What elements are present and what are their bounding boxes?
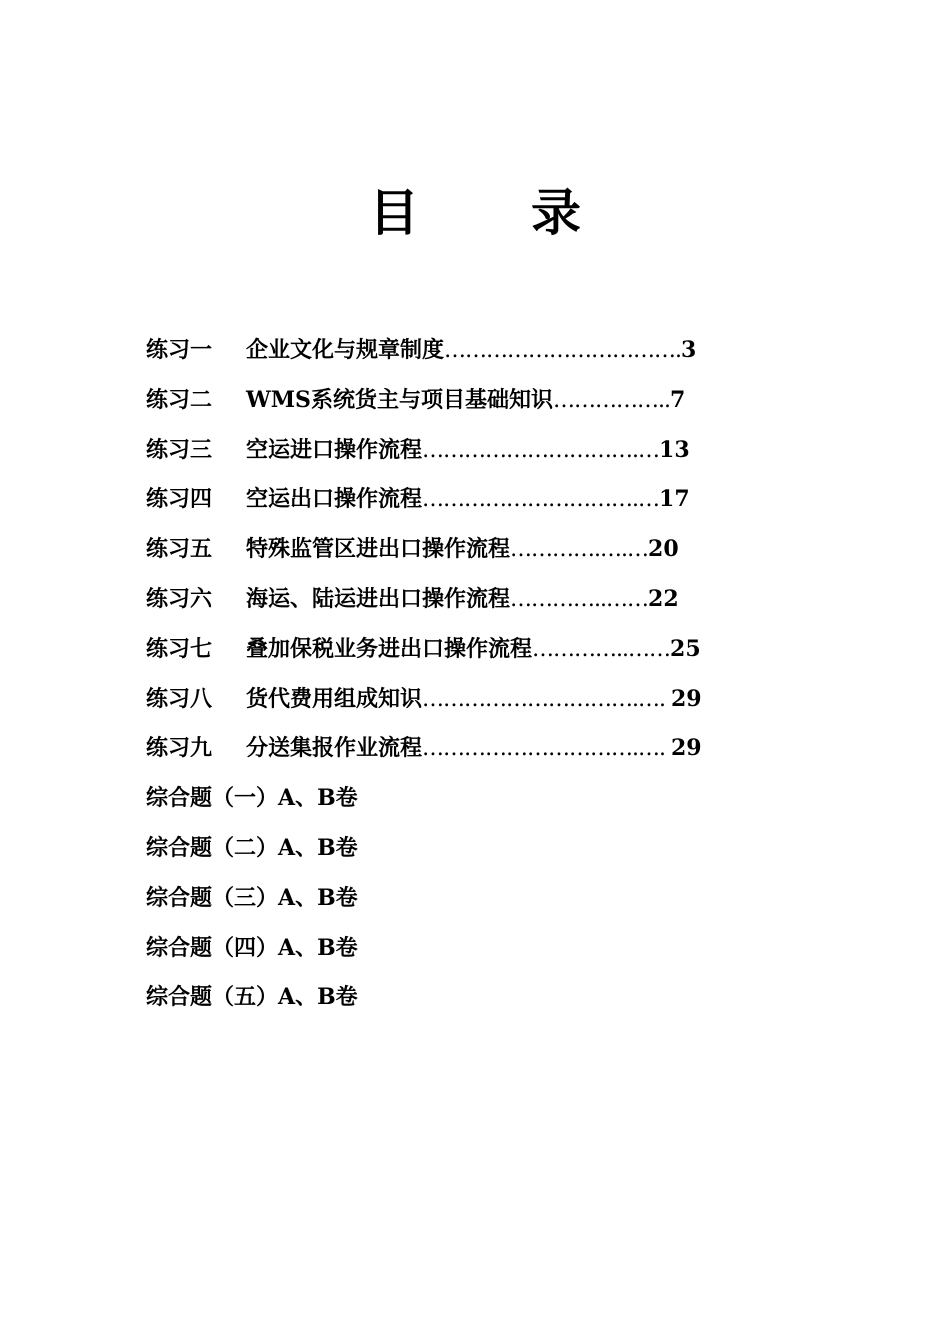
toc-entry-page: 13	[659, 436, 690, 463]
toc-entry-text: WMS系统货主与项目基础知识	[246, 386, 553, 413]
toc-entry[interactable]	[146, 326, 786, 376]
toc-plain-entry[interactable]: 综合题（三）A、B卷	[146, 884, 358, 911]
title-char-2: 录	[531, 183, 581, 242]
toc-entry-page: 7	[669, 386, 686, 413]
toc-plain-entry[interactable]: 综合题（一）A、B卷	[146, 785, 358, 812]
toc-entry[interactable]	[146, 675, 786, 725]
toc-entry-leader: …………………………….	[444, 338, 682, 363]
toc-entry[interactable]	[146, 426, 786, 476]
toc-entry[interactable]	[146, 724, 786, 774]
toc-entry[interactable]	[146, 475, 786, 525]
toc-entry-leader: ………………………….…	[422, 437, 660, 463]
toc-entry-text: 货代费用组成知识	[246, 685, 423, 712]
page-title	[0, 178, 950, 248]
toc-entry-page: 29	[671, 685, 702, 712]
toc-entry-text: 分送集报作业流程	[246, 735, 423, 762]
toc-entry-label: 练习四	[146, 486, 213, 513]
toc-entry-text: 空运出口操作流程	[246, 486, 423, 513]
toc-entry-label: 练习五	[146, 536, 213, 563]
toc-plain-entry[interactable]: 综合题（二）A、B卷	[146, 834, 358, 861]
title-char-1: 目	[369, 183, 419, 242]
toc-entry-label: 练习二	[146, 386, 213, 413]
toc-entry-leader: ………….….…	[510, 537, 649, 563]
toc-entry-page: 22	[648, 585, 679, 612]
toc-entry-label: 练习一	[146, 337, 213, 363]
toc-entry-text: 海运、陆运进出口操作流程	[246, 585, 511, 612]
toc-entry-leader: ………………………….….	[422, 686, 671, 712]
toc-entry-leader: ……………..	[552, 387, 670, 413]
table-of-contents	[146, 326, 786, 1023]
toc-entry[interactable]	[146, 525, 786, 575]
toc-entry[interactable]	[146, 575, 786, 625]
toc-entry[interactable]	[146, 625, 786, 675]
toc-entry-label: 练习七	[146, 635, 213, 662]
toc-entry-text: 叠加保税业务进出口操作流程	[246, 635, 533, 662]
toc-entry-leader: ………………………….….	[422, 736, 671, 762]
toc-entry-text: 空运进口操作流程	[246, 436, 423, 463]
toc-entry-text: 企业文化与规章制度	[246, 337, 445, 363]
toc-entry-label: 练习八	[146, 685, 213, 712]
toc-entry[interactable]	[146, 376, 786, 426]
toc-plain-entry[interactable]: 综合题（四）A、B卷	[146, 934, 358, 961]
toc-entry-leader: ………………………….…	[422, 487, 660, 513]
toc-entry-leader: …………..……	[532, 636, 671, 662]
toc-entry-page: 3	[681, 337, 697, 363]
toc-entry-leader: …………..……	[510, 586, 649, 612]
toc-entry-page: 20	[648, 536, 679, 563]
toc-entry-page: 29	[671, 735, 702, 762]
toc-plain-entry[interactable]: 综合题（五）A、B卷	[146, 984, 358, 1011]
toc-entry-label: 练习三	[146, 436, 213, 463]
toc-entry-page: 25	[670, 635, 701, 662]
toc-entry-label: 练习六	[146, 585, 213, 612]
toc-entry-label: 练习九	[146, 735, 213, 762]
toc-entry-page: 17	[659, 486, 690, 513]
toc-entry-text: 特殊监管区进出口操作流程	[246, 536, 511, 563]
